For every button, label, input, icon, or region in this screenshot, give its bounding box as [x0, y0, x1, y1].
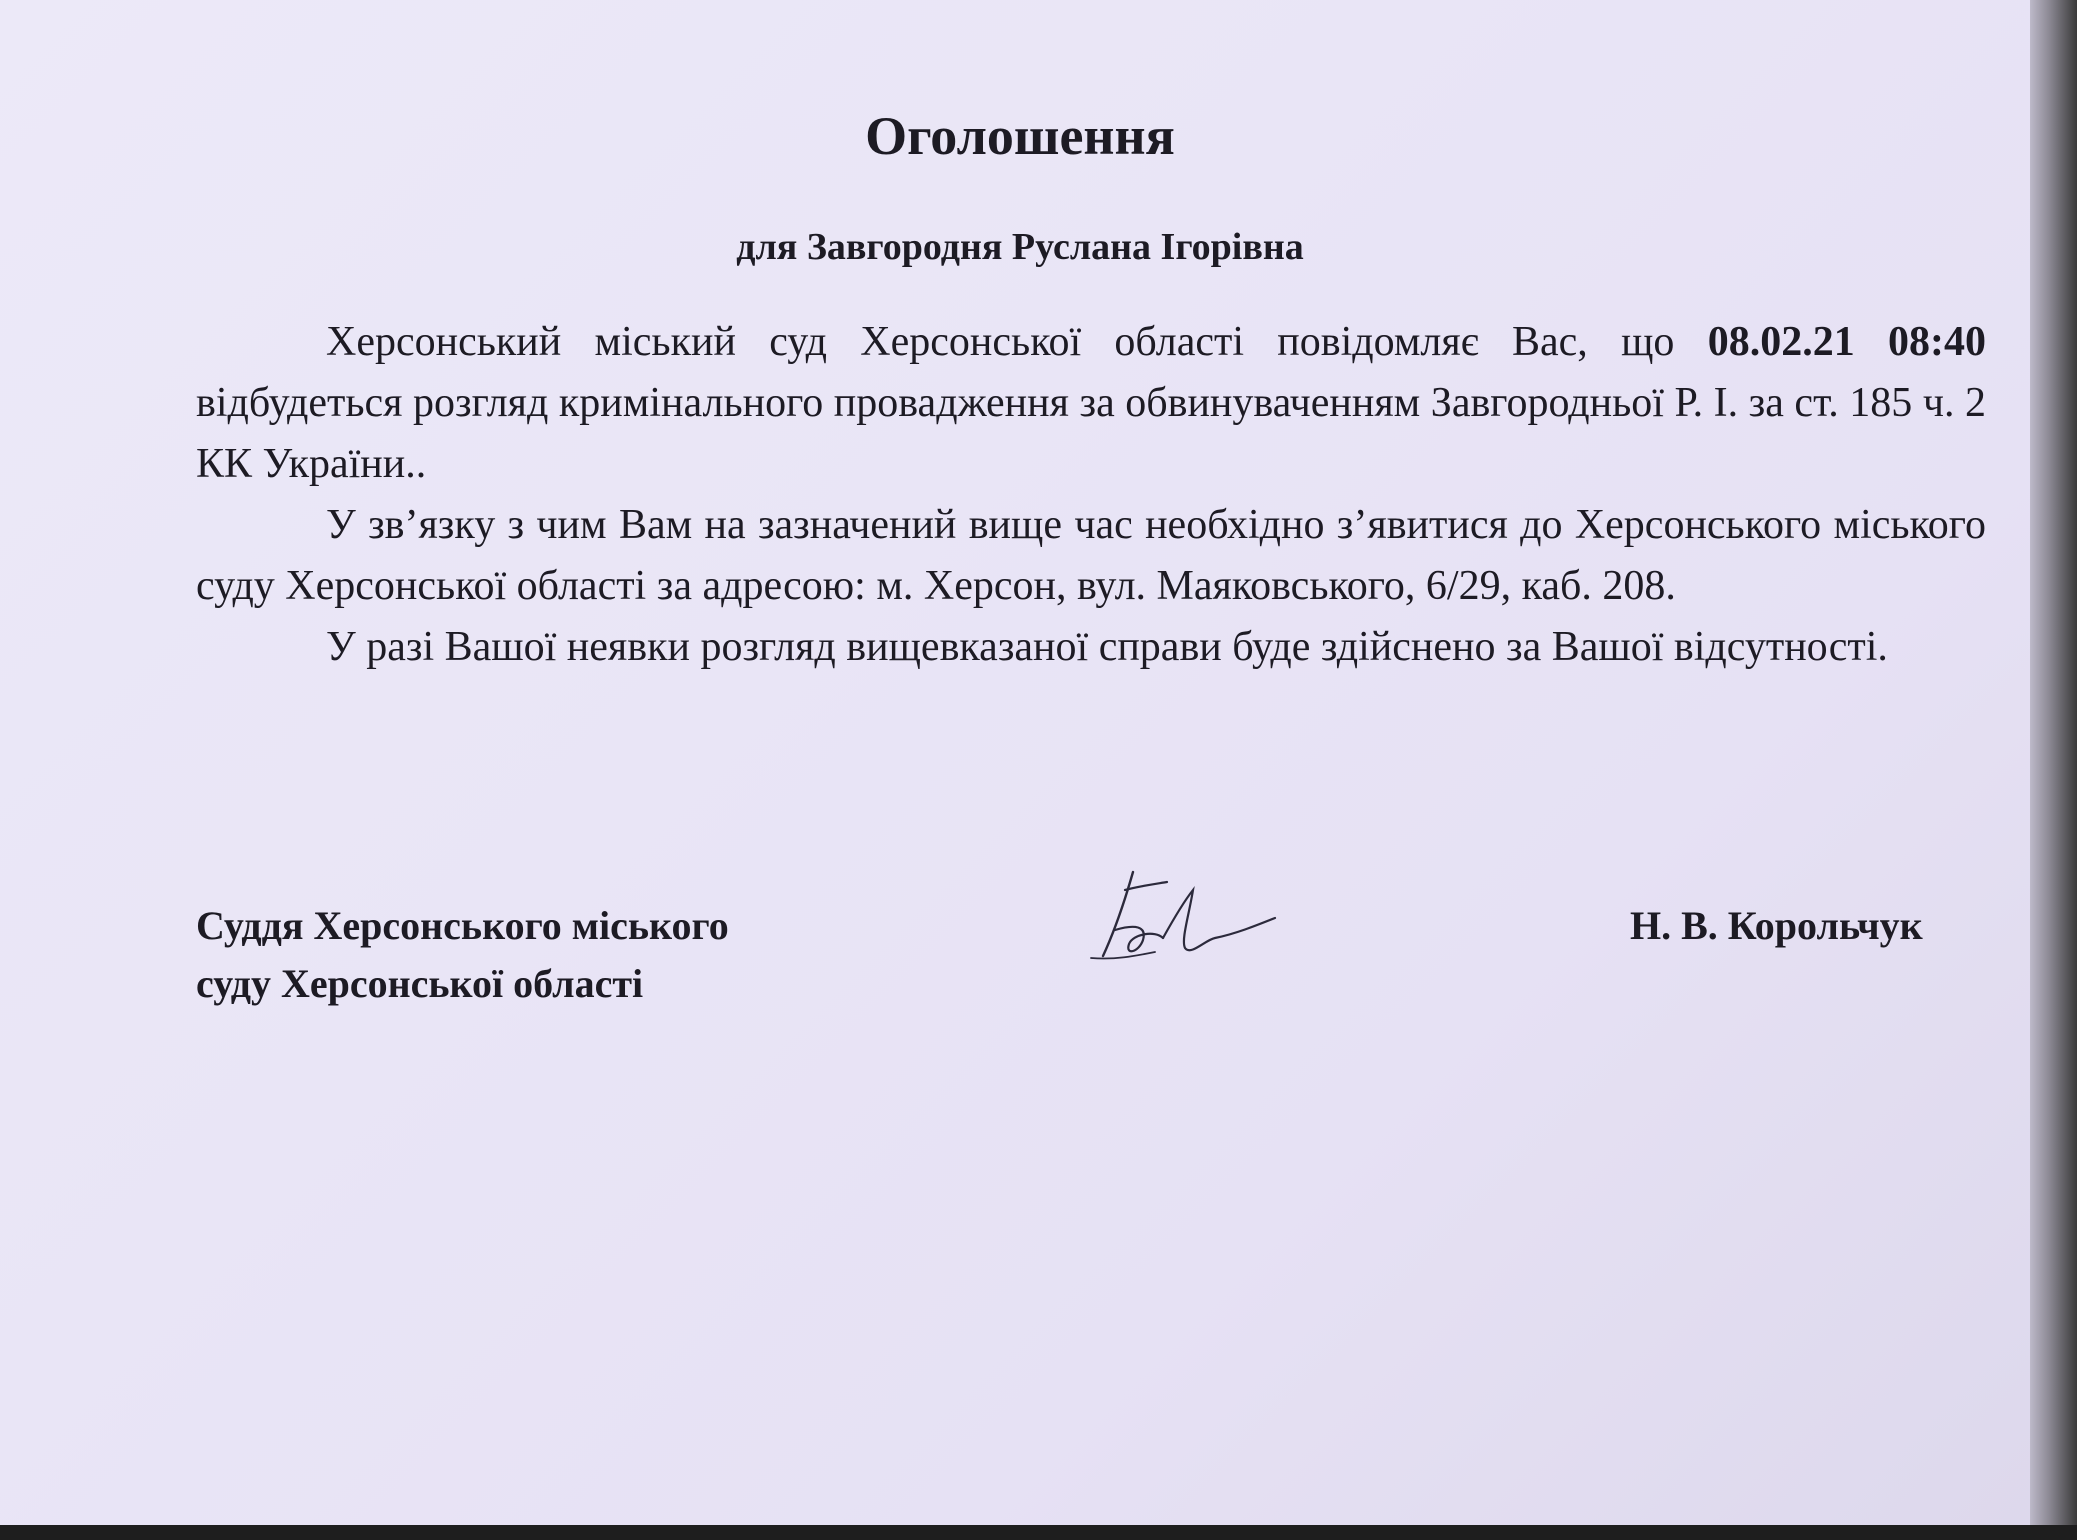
handwritten-signature [1085, 860, 1285, 980]
paragraph1-text-before: Херсонський міський суд Херсонської області повідомляє Вас, що [326, 319, 1708, 365]
signer-position-line2: суду Херсонської області [196, 961, 644, 1006]
paragraph-court-address: У зв’язку з чим Вам на зазначений вище час необхідно з’явитися до Херсонського міського суду Херсонської області за адресою: м. Херсон, вул. Маяковського, 6/29, каб. 208. [196, 502, 1986, 609]
paper-edge-shadow [2030, 0, 2077, 1540]
hearing-datetime: 08.02.21 08:40 [1707, 319, 1986, 365]
signer-position [196, 897, 956, 1013]
notice-title: Оголошення [865, 106, 1175, 166]
notice-recipient: для Завгородня Руслана Ігорівна [736, 226, 1304, 268]
notice-body [196, 312, 1986, 678]
signer-position-line1: Суддя Херсонського міського [196, 903, 729, 948]
paragraph-hearing-date [196, 312, 1986, 495]
background-strip [0, 1525, 2077, 1540]
paragraph1-text-after: відбудеться розгляд кримінального провадження за обвинуваченням Завгородньої Р. І. за ст. 185 ч. 2 КК України.. [196, 380, 1986, 487]
paragraph-absence-warning: У разі Вашої неявки розгляд вищевказаної справи буде здійснено за Вашої відсутності. [326, 624, 1888, 670]
judge-name: Н. В. Корольчук [1630, 903, 1923, 948]
